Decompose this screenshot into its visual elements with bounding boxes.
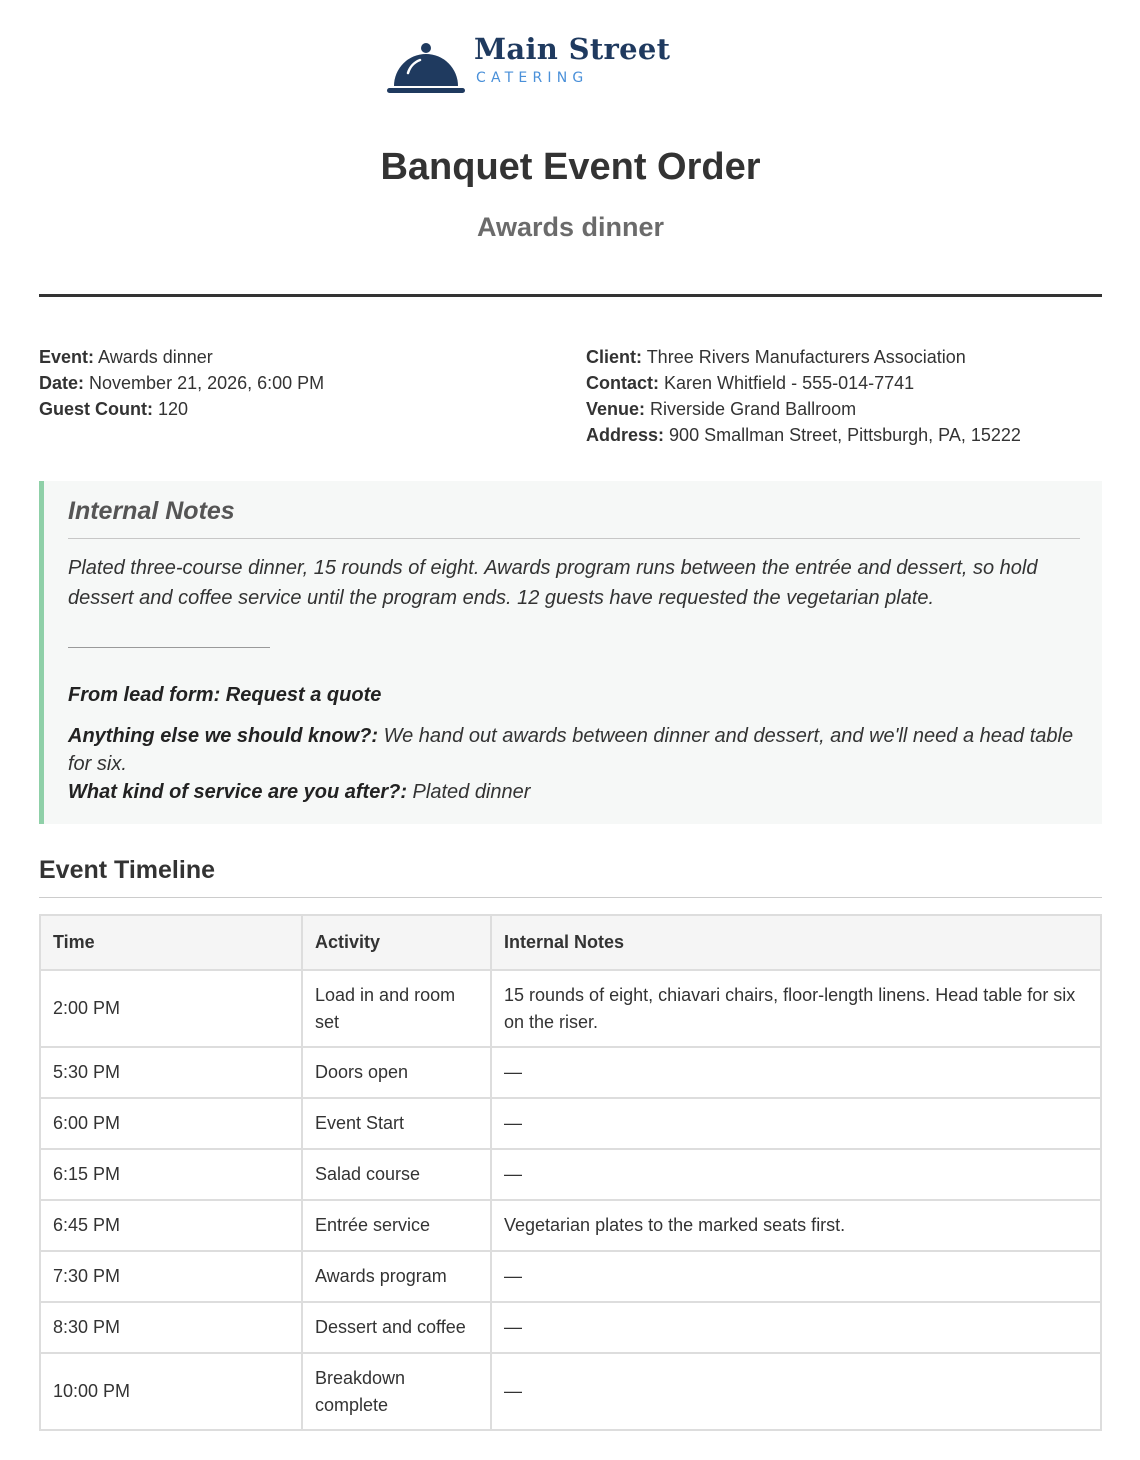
guest-count-label: Guest Count: (39, 399, 153, 419)
document-title: Banquet Event Order (380, 146, 761, 188)
table-row (40, 1047, 1101, 1098)
column-header-activity: Activity (302, 915, 491, 970)
notes-cell: — (491, 1302, 1101, 1353)
notes-cell: — (491, 1047, 1101, 1098)
address-label: Address: (586, 425, 665, 445)
notes-cell: — (491, 1353, 1101, 1430)
activity-cell: Event Start (302, 1098, 491, 1149)
timeline-table (39, 914, 1102, 1431)
client-label: Client: (586, 347, 642, 367)
activity-cell: Salad course (302, 1149, 491, 1200)
timeline-divider (39, 897, 1102, 898)
table-row (40, 1200, 1101, 1251)
client-line (586, 344, 1021, 370)
venue-line (586, 396, 1021, 422)
notes-cell: 15 rounds of eight, chiavari chairs, floor-length linens. Head table for six on the riser. (491, 970, 1101, 1047)
activity-cell: Breakdown complete (302, 1353, 491, 1430)
time-cell: 8:30 PM (40, 1302, 302, 1353)
time-cell: 6:45 PM (40, 1200, 302, 1251)
cloche-icon (386, 40, 466, 96)
notes-cell: — (491, 1149, 1101, 1200)
guest-count-value: 120 (158, 399, 189, 419)
time-cell: 7:30 PM (40, 1251, 302, 1302)
column-header-time: Time (40, 915, 302, 970)
time-cell: 5:30 PM (40, 1047, 302, 1098)
lead-question: What kind of service are you after?: (68, 781, 407, 803)
date-label: Date: (39, 373, 85, 393)
time-cell: 6:15 PM (40, 1149, 302, 1200)
internal-notes-body: Plated three-course dinner, 15 rounds of eight. Awards program runs between the entrée and dessert, so hold dessert and coffee service until the program ends. 12 guests have requested the vegetarian plate. (68, 557, 1038, 609)
event-date-line (39, 370, 324, 396)
table-row (40, 970, 1101, 1047)
lead-question: Anything else we should know?: (68, 725, 379, 747)
notes-divider (68, 538, 1080, 539)
contact-value: Karen Whitfield - 555-014-7741 (664, 373, 915, 393)
internal-notes-panel (39, 481, 1102, 824)
table-row (40, 1302, 1101, 1353)
address-line (586, 422, 1021, 448)
logo-name: Main Street (474, 32, 671, 66)
client-value: Three Rivers Manufacturers Association (646, 347, 966, 367)
lead-form-item (68, 778, 1078, 806)
table-header-row (40, 915, 1101, 970)
table-row (40, 1353, 1101, 1430)
table-row (40, 1098, 1101, 1149)
venue-label: Venue: (586, 399, 646, 419)
notes-short-divider (68, 647, 270, 648)
event-details (39, 344, 324, 422)
time-cell: 6:00 PM (40, 1098, 302, 1149)
document-subtitle: Awards dinner (476, 212, 665, 242)
lead-form-item (68, 722, 1078, 778)
notes-cell: — (491, 1098, 1101, 1149)
activity-cell: Entrée service (302, 1200, 491, 1251)
time-cell: 10:00 PM (40, 1353, 302, 1430)
table-row (40, 1251, 1101, 1302)
venue-value: Riverside Grand Ballroom (650, 399, 857, 419)
guest-count-line (39, 396, 324, 422)
time-cell: 2:00 PM (40, 970, 302, 1047)
contact-line (586, 370, 1021, 396)
lead-form-heading: From lead form: Request a quote (68, 684, 382, 706)
activity-cell: Load in and room set (302, 970, 491, 1047)
client-details (586, 344, 1021, 448)
contact-label: Contact: (586, 373, 659, 393)
lead-form-answers (68, 722, 1078, 806)
timeline-title: Event Timeline (39, 856, 215, 884)
activity-cell: Dessert and coffee (302, 1302, 491, 1353)
lead-answer: Plated dinner (412, 781, 531, 803)
table-row (40, 1149, 1101, 1200)
event-name-line (39, 344, 324, 370)
header-divider (39, 294, 1102, 297)
logo-tagline: CATERING (476, 70, 589, 86)
notes-cell: Vegetarian plates to the marked seats first. (491, 1200, 1101, 1251)
activity-cell: Awards program (302, 1251, 491, 1302)
lead-answer: We hand out awards between dinner and dessert, and we'll need a head table for six. (68, 725, 1074, 775)
company-logo (386, 32, 686, 98)
event-value: Awards dinner (98, 347, 213, 367)
notes-cell: — (491, 1251, 1101, 1302)
address-value: 900 Smallman Street, Pittsburgh, PA, 15222 (669, 425, 1021, 445)
activity-cell: Doors open (302, 1047, 491, 1098)
column-header-notes: Internal Notes (491, 915, 1101, 970)
event-label: Event: (39, 347, 95, 367)
internal-notes-title: Internal Notes (68, 497, 235, 525)
date-value: November 21, 2026, 6:00 PM (89, 373, 325, 393)
